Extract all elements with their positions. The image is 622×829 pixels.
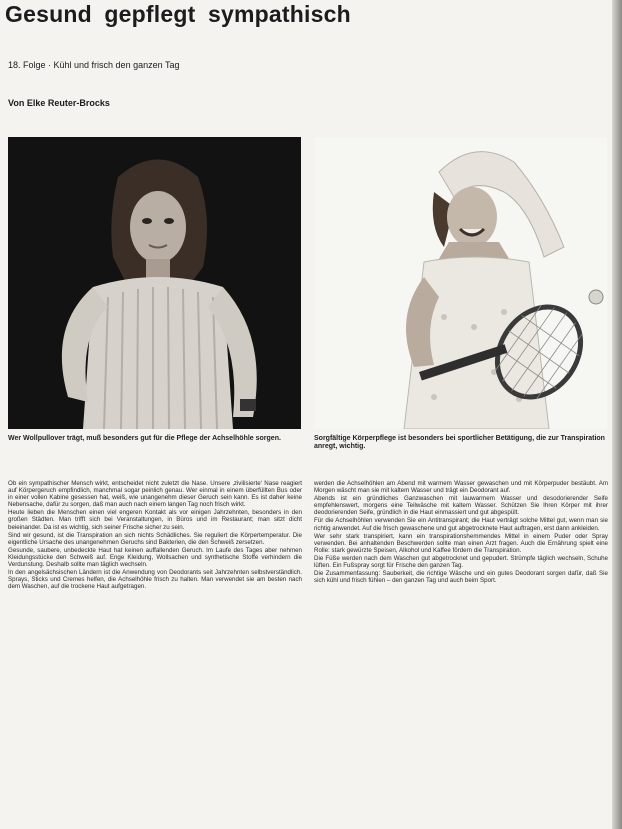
photo-woman-tennis: [314, 137, 607, 429]
paragraph: In den angelsächsischen Ländern ist die Anwendung von Deodorants seit Jahrzehnten selbstverständlich. Sprays, Sticks und Cremes helfen, die Achselhöhle frisch zu halten. Man verwendet sie am besten nach dem Waschen, auf die trockene Haut aufgetragen.: [8, 569, 302, 591]
paragraph: werden die Achselhöhlen am Abend mit warmem Wasser gewaschen und mit Körperpuder bestäubt. Am Morgen wäscht man sie mit kaltem Wasser und trägt ein Deodorant auf.: [314, 480, 608, 495]
paragraph: Die Zusammenfassung: Sauberkeit, die richtige Wäsche und ein gutes Deodorant sorgen dafür, daß Sie sich kühl und frisch fühlen – den ganzen Tag und auch beim Sport.: [314, 570, 608, 585]
paragraph: Sind wir gesund, ist die Transpiration an sich nichts Schädliches. Sie reguliert die Körpertemperatur. Die eigentliche Ursache des unangenehmen Geruchs sind Bakterien, die den Schweiß zersetzen.: [8, 531, 302, 546]
paragraph: Die Füße werden nach dem Waschen gut abgetrocknet und gepudert. Strümpfe täglich wechseln, Schuhe lüften. Ein Fußspray sorgt für Frische den ganzen Tag.: [314, 554, 608, 570]
page-binding-edge: [612, 0, 622, 829]
text-column-right: [314, 480, 608, 825]
caption-left: Wer Wollpullover trägt, muß besonders gut für die Pflege der Achselhöhle sorgen.: [8, 435, 281, 442]
series-line: 18. Folge · Kühl und frisch den ganzen Tag: [8, 60, 180, 70]
paragraph: Ob ein sympathischer Mensch wirkt, entscheidet nicht zuletzt die Nase. Unsere ‚zivilisierte‘ Nase reagiert auf Körpergeruch empfindlich, manchmal sogar peinlich genau. Wer einmal in einem überfüllten Bus oder in einer vollen Kabine gesessen hat, weiß, wie unangenehm dieser Geruch sein kann. Es ist daher keine Nebensache, dafür zu sorgen, daß man auch nach einem langen Tag noch frisch wirkt.: [8, 480, 302, 509]
paragraph: Abends ist ein gründliches Ganzwaschen mit lauwarmem Wasser und desodorierender Seife empfehlenswert, morgens eine Teilwäsche mit kaltem Wasser. Schützen Sie Ihren Körper mit ihrer deodorierenden Seife, gründlich in die Haut einmassiert und gut abgespült.: [314, 495, 608, 517]
photo-woman-sweater: [8, 137, 301, 429]
caption-right: Sorgfältige Körperpflege ist besonders bei sportlicher Betätigung, die zur Transpiration anregt, wichtig.: [314, 435, 605, 450]
article-title: Gesund gepflegt sympathisch: [5, 1, 351, 27]
paragraph: Gesunde, saubere, unbedeckte Haut hat keinen auffallenden Geruch. Im Laufe des Tages aber nehmen Kleidungsstücke den Schweiß auf. Enge Kleidung, Wollsachen und synthetische Stoffe verhindern die Verdunstung. Deshalb sollte man täglich wechseln.: [8, 546, 302, 569]
paragraph: Für die Achselhöhlen verwenden Sie ein Antitranspirant; die Haut verträgt solche Mittel gut, wenn man sie richtig anwendet. Auf die frisch gewaschene und gut abgetrocknete Haut auftragen, erst dann ankleiden.: [314, 517, 608, 532]
paragraph: Wer sehr stark transpiriert, kann ein transpirationshemmendes Mittel in einem Puder oder Spray verwenden. Bei anhaltenden Beschwerden sollte man einen Arzt fragen. Auch die Ernährung spielt eine Rolle: stark gewürzte Speisen, Alkohol und Kaffee fördern die Transpiration.: [314, 532, 608, 554]
author-byline: Von Elke Reuter-Brocks: [8, 98, 110, 108]
text-column-left: [8, 480, 302, 825]
paragraph: Heute lieben die Menschen einen viel engeren Kontakt als vor einigen Jahrzehnten, besonders in den großen Städten. Man trifft sich bei Veranstaltungen, in Büros und im Restaurant; man sitzt dicht beieinander. Da ist es wichtig, sich seiner Frische sicher zu sein.: [8, 509, 302, 531]
